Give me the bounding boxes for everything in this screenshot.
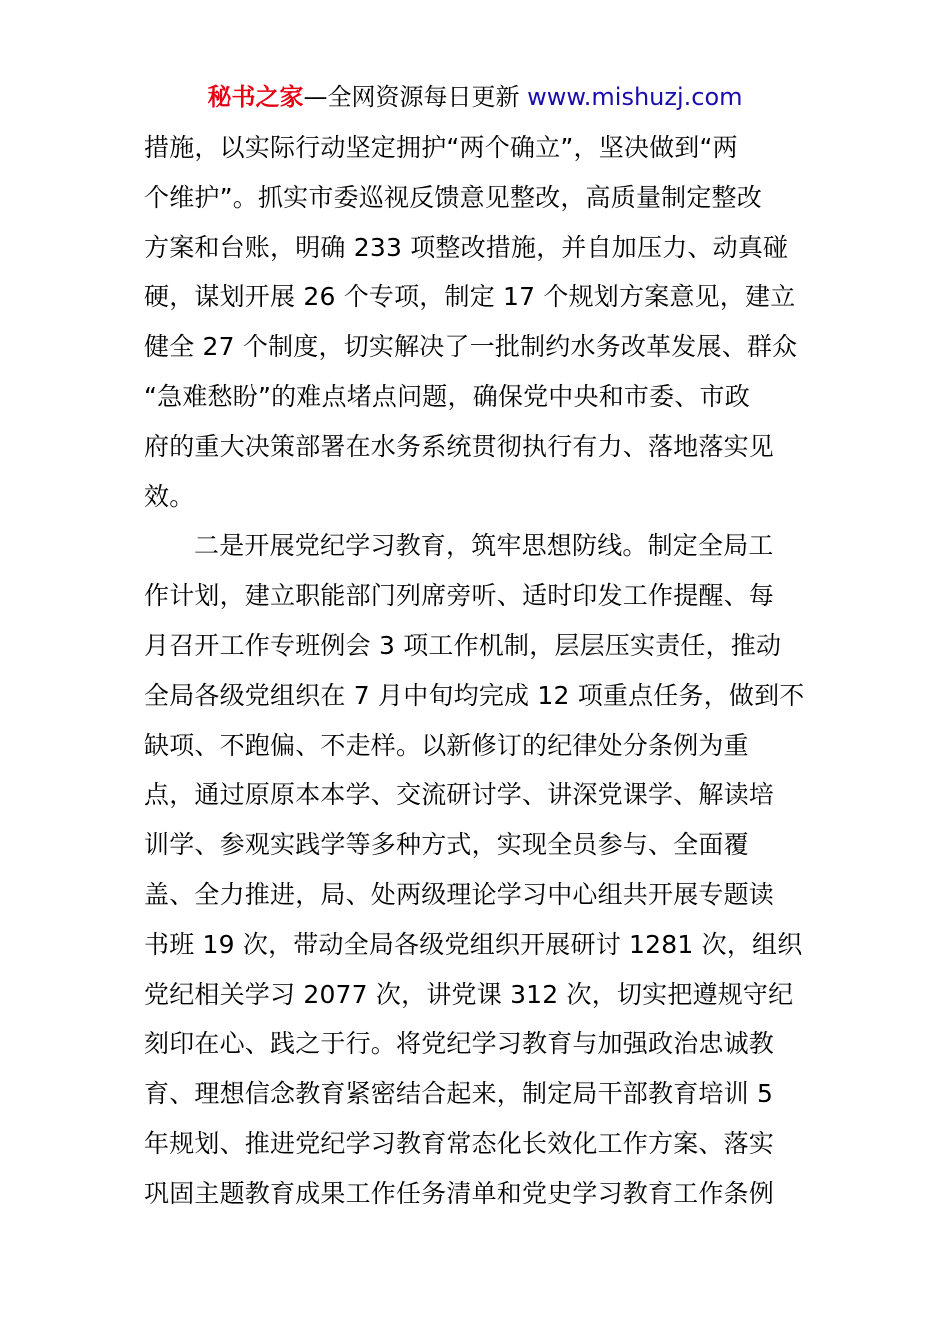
text-line: 书班 19 次，带动全局各级党组织开展研讨 1281 次，组织 xyxy=(144,929,803,959)
paragraph xyxy=(144,521,808,1218)
site-url-link[interactable]: www.mishuzj.com xyxy=(527,83,743,111)
text-line: 育、理想信念教育紧密结合起来，制定局干部教育培训 5 xyxy=(144,1079,774,1109)
text-line: 作计划，建立职能部门列席旁听、适时印发工作提醒、每 xyxy=(144,581,775,611)
text-line: 效。 xyxy=(144,481,195,511)
text-line: 党纪相关学习 2077 次，讲党课 312 次，切实把遵规守纪 xyxy=(144,979,794,1009)
site-header xyxy=(0,80,950,114)
text-line: 府的重大决策部署在水务系统贯彻执行有力、落地落实见 xyxy=(144,431,775,461)
text-line: 刻印在心、践之于行。将党纪学习教育与加强政治忠诚教 xyxy=(144,1029,775,1059)
text-line: 个维护”。抓实市委巡视反馈意见整改，高质量制定整改 xyxy=(144,182,762,212)
text-line: 年规划、推进党纪学习教育常态化长效化工作方案、落实 xyxy=(144,1128,775,1158)
text-line: 措施，以实际行动坚定拥护“两个确立”，坚决做到“两 xyxy=(144,133,738,162)
text-line: 缺项、不跑偏、不走样。以新修订的纪律处分条例为重 xyxy=(144,730,749,760)
text-line: 点，通过原原本本学、交流研讨学、讲深党课学、解读培 xyxy=(144,780,775,810)
text-line: 硬，谋划开展 26 个专项，制定 17 个规划方案意见，建立 xyxy=(144,282,796,312)
text-line: 训学、参观实践学等多种方式，实现全员参与、全面覆 xyxy=(144,830,749,860)
text-line: 全局各级党组织在 7 月中旬均完成 12 项重点任务，做到不 xyxy=(144,680,805,710)
text-line: 月召开工作专班例会 3 项工作机制，层层压实责任，推动 xyxy=(144,630,782,660)
site-brand: 秘书之家 xyxy=(207,83,304,111)
text-line: 盖、全力推进，局、处两级理论学习中心组共开展专题读 xyxy=(144,879,775,909)
text-line: “急难愁盼”的难点堵点问题，确保党中央和市委、市政 xyxy=(144,381,750,411)
document-body xyxy=(144,123,808,1219)
text-line: 健全 27 个制度，切实解决了一批制约水务改革发展、群众 xyxy=(144,332,798,362)
text-line: 二是开展党纪学习教育，筑牢思想防线。制定全局工 xyxy=(194,531,774,561)
site-tagline: —全网资源每日更新 xyxy=(303,83,528,111)
text-line: 方案和台账，明确 233 项整改措施，并自加压力、动真碰 xyxy=(144,232,789,262)
text-line: 巩固主题教育成果工作任务清单和党史学习教育工作条例 xyxy=(144,1178,775,1208)
paragraph xyxy=(144,123,808,521)
